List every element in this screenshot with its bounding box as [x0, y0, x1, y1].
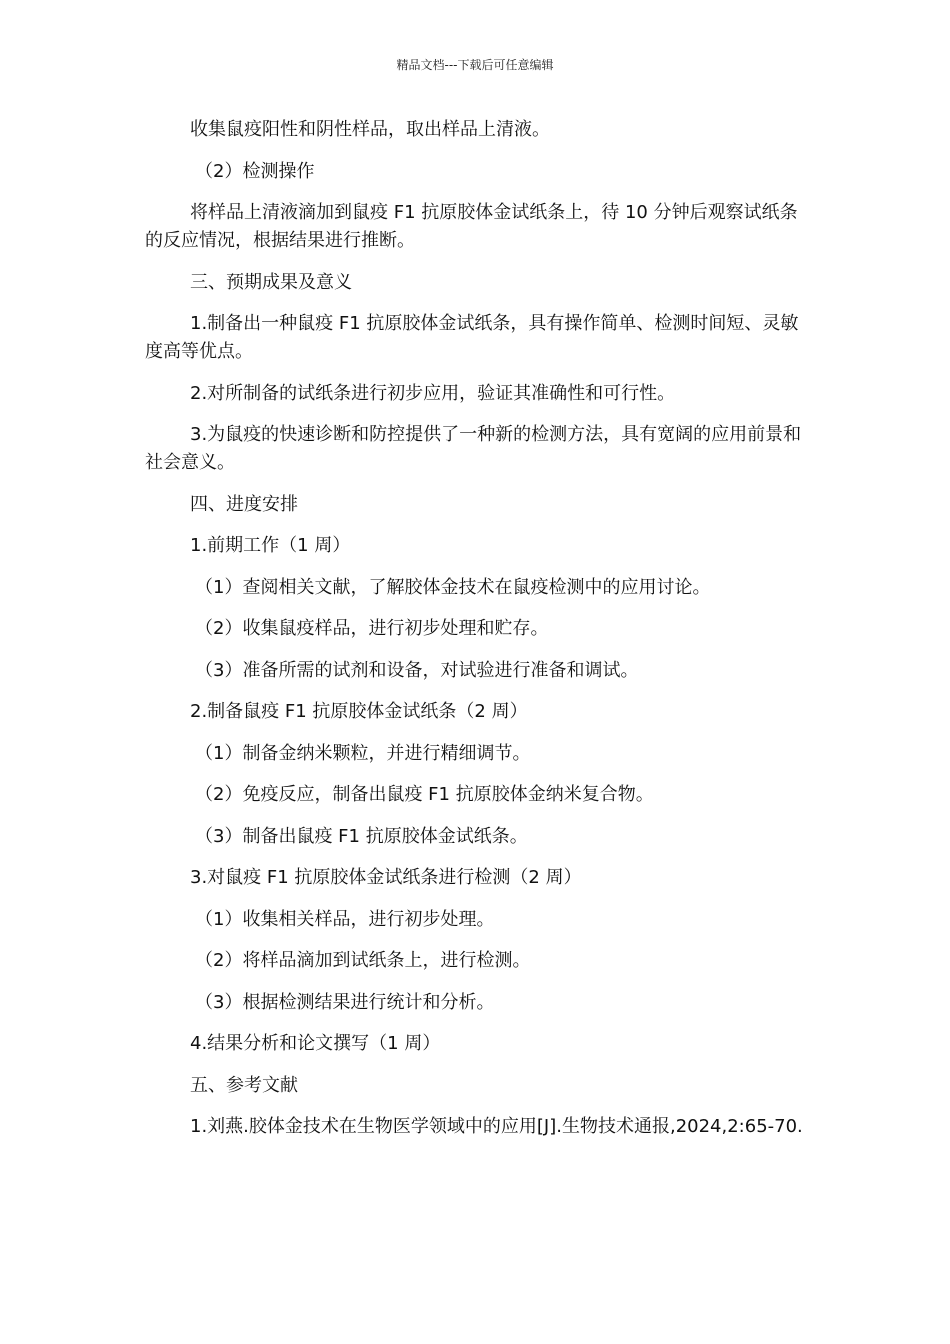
schedule-item-2: 2.制备鼠疫 F1 抗原胶体金试纸条（2 周）	[190, 701, 528, 722]
schedule-subitem-1-3: （3）准备所需的试剂和设备，对试验进行准备和调试。	[195, 659, 639, 681]
schedule-subitem-3-2: （2）将样品滴加到试纸条上，进行检测。	[195, 950, 531, 971]
schedule-subitem-2-2: （2）免疫反应，制备出鼠疫 F1 抗原胶体金纳米复合物。	[195, 784, 654, 805]
page-header: 精品文档---下载后可任意编辑	[396, 58, 554, 72]
paragraph-result-2: 2.对所制备的试纸条进行初步应用，验证其准确性和可行性。	[190, 382, 676, 404]
schedule-item-1: 1.前期工作（1 周）	[190, 535, 351, 556]
document-body	[145, 116, 810, 1155]
schedule-subitem-2-1: （1）制备金纳米颗粒，并进行精细调节。	[195, 742, 531, 764]
paragraph-result-1: 1.制备出一种鼠疫 F1 抗原胶体金试纸条，具有操作简单、检测时间短、灵敏度高等优点。	[145, 313, 799, 362]
section-heading-references: 五、参考文献	[190, 1074, 298, 1096]
paragraph-sample-collection: 收集鼠疫阳性和阴性样品，取出样品上清液。	[190, 119, 550, 140]
schedule-subitem-1-2: （2）收集鼠疫样品，进行初步处理和贮存。	[195, 618, 549, 639]
schedule-subitem-3-1: （1）收集相关样品，进行初步处理。	[195, 908, 495, 930]
reference-item-1: 1.刘燕.胶体金技术在生物医学领域中的应用[J].生物技术通报,2024,2:65-70.	[190, 1116, 803, 1137]
schedule-subitem-1-1: （1）查阅相关文献，了解胶体金技术在鼠疫检测中的应用讨论。	[195, 576, 711, 598]
schedule-item-4: 4.结果分析和论文撰写（1 周）	[190, 1033, 441, 1054]
section-heading-expected-results: 三、预期成果及意义	[190, 271, 352, 293]
section-heading-schedule: 四、进度安排	[190, 493, 298, 515]
paragraph-result-3: 3.为鼠疫的快速诊断和防控提供了一种新的检测方法，具有宽阔的应用前景和社会意义。	[145, 424, 802, 473]
schedule-subitem-3-3: （3）根据检测结果进行统计和分析。	[195, 991, 495, 1013]
schedule-subitem-2-3: （3）制备出鼠疫 F1 抗原胶体金试纸条。	[195, 825, 528, 847]
paragraph-detection-procedure: 将样品上清液滴加到鼠疫 F1 抗原胶体金试纸条上，待 10 分钟后观察试纸条的反应情况，根据结果进行推断。	[145, 202, 798, 251]
schedule-item-3: 3.对鼠疫 F1 抗原胶体金试纸条进行检测（2 周）	[190, 867, 582, 888]
paragraph-detection-heading: （2）检测操作	[195, 160, 315, 182]
